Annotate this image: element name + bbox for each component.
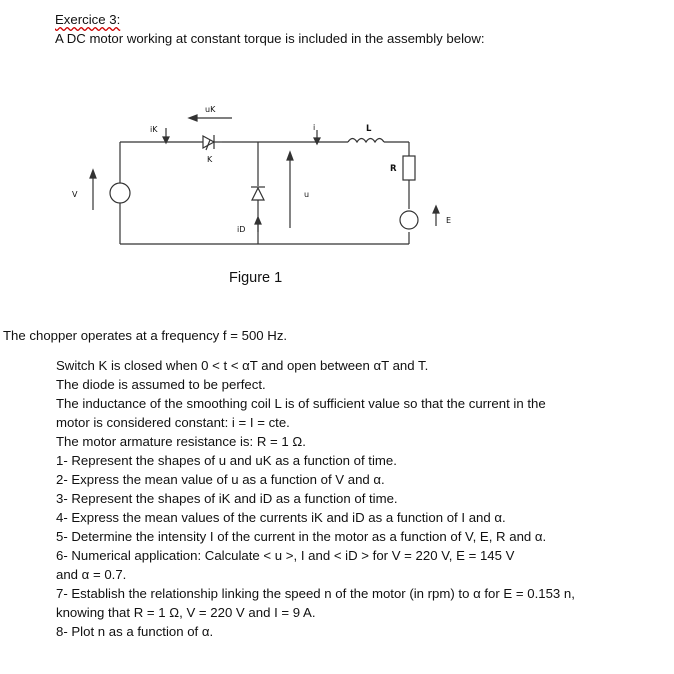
exercise-title: Exercice 3:: [55, 12, 121, 27]
inductor-icon: [348, 139, 384, 143]
i-label: i: [313, 123, 316, 132]
id-arrow-icon: [255, 217, 261, 232]
circuit-diagram: [0, 0, 674, 300]
l-label: L: [366, 124, 372, 134]
resistor-icon: [403, 156, 415, 180]
question-6: 6- Numerical application: Calculate < u >, I and < iD > for V = 220 V, E = 145 V: [56, 548, 515, 563]
question-7-cont: knowing that R = 1 Ω, V = 220 V and I = 9 A.: [56, 605, 316, 620]
ik-label: iK: [150, 125, 158, 134]
question-4: 4- Express the mean values of the currents iK and iD as a function of I and α.: [56, 510, 506, 525]
ik-arrow-icon: [163, 128, 169, 143]
v-label: V: [72, 190, 78, 199]
id-label: iD: [237, 225, 246, 234]
u-arrow-icon: [287, 152, 293, 228]
question-1: 1- Represent the shapes of u and uK as a function of time.: [56, 453, 397, 468]
question-6-cont: and α = 0.7.: [56, 567, 127, 582]
switch-k-icon: [200, 135, 222, 150]
motor-icon: [400, 211, 418, 229]
figure-caption: Figure 1: [229, 270, 283, 286]
intro-text: A DC motor working at constant torque is included in the assembly below:: [55, 31, 485, 46]
uk-label: uK: [205, 105, 216, 114]
question-8: 8- Plot n as a function of α.: [56, 624, 214, 639]
u-label: u: [304, 190, 310, 199]
question-3: 3- Represent the shapes of iK and iD as a function of time.: [56, 491, 398, 506]
question-2: 2- Express the mean value of u as a function of V and α.: [56, 472, 385, 487]
body-line: motor is considered constant: i = I = cte.: [56, 415, 290, 430]
body-line: Switch K is closed when 0 < t < αT and open between αT and T.: [56, 358, 429, 373]
k-label: K: [207, 155, 213, 164]
question-7: 7- Establish the relationship linking the speed n of the motor (in rpm) to α for E = 0.153 n,: [56, 586, 575, 601]
body-line: The diode is assumed to be perfect.: [56, 377, 266, 392]
e-arrow-icon: [433, 206, 439, 226]
diode-icon: [251, 187, 265, 200]
arrow-up-icon: [90, 170, 96, 210]
voltage-source-icon: [110, 183, 130, 203]
e-label: E: [446, 216, 452, 225]
question-5: 5- Determine the intensity I of the current in the motor as a function of V, E, R and α.: [56, 529, 547, 544]
r-label: R: [390, 164, 397, 174]
frequency-text: The chopper operates at a frequency f = 500 Hz.: [3, 328, 288, 343]
body-line: The inductance of the smoothing coil L is of sufficient value so that the current in the: [56, 396, 546, 411]
uk-arrow-icon: [189, 115, 232, 121]
body-line: The motor armature resistance is: R = 1 Ω.: [56, 434, 306, 449]
